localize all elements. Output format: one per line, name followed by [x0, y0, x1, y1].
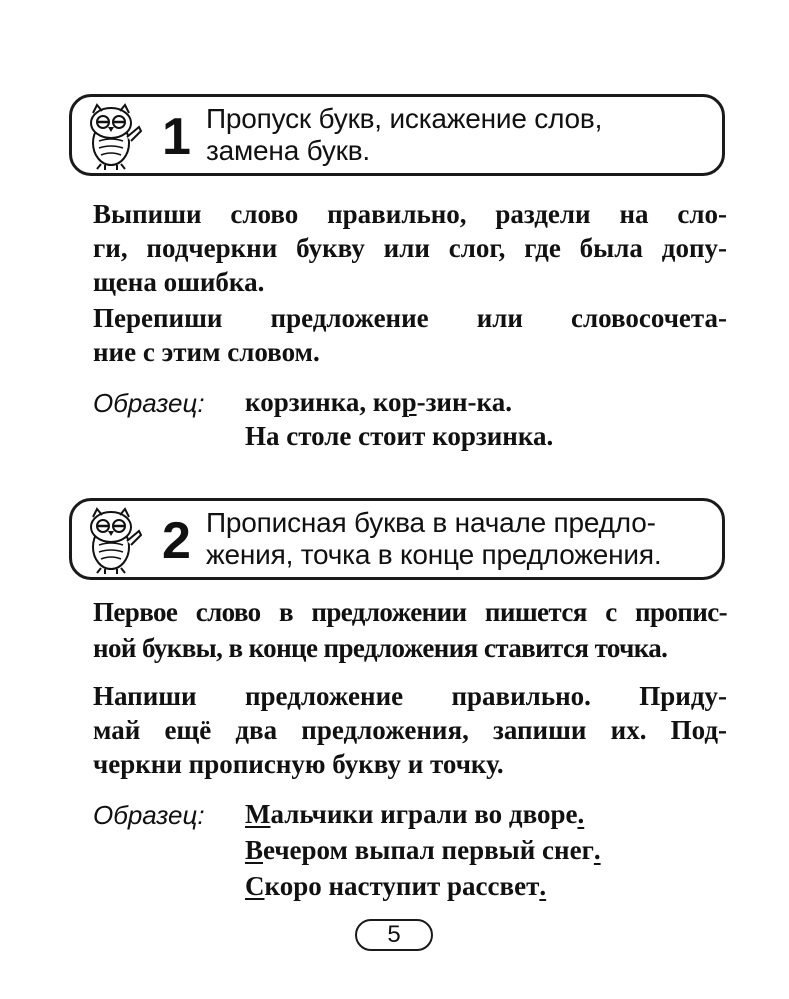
rule-1-box — [69, 94, 725, 176]
instruction-line: май ещё два предложения, запиши их. Под- — [93, 715, 727, 745]
instruction-line: черкни прописную букву и точку. — [93, 749, 504, 779]
capital-letter: В — [245, 835, 264, 865]
sample-line — [245, 420, 553, 452]
rule-title-line: жения, точка в конце предложения. — [206, 539, 662, 570]
owl-icon — [81, 101, 147, 171]
sample-text: альчики играли во дворе — [270, 799, 578, 829]
rule-explanation-line: ной буквы, в конце предложения ставится точка. — [93, 633, 668, 663]
sample-label: Образец: — [93, 800, 205, 830]
capital-letter: М — [245, 799, 271, 829]
sample-line — [245, 870, 546, 902]
capital-letter: С — [245, 871, 265, 901]
page-number: 5 — [355, 919, 433, 951]
rule-title-line: Пропуск букв, искажение слов, — [206, 103, 603, 134]
highlighted-letter: р — [460, 421, 476, 451]
rule-explanation-line: Первое слово в предложении пишется с пропис- — [93, 597, 727, 627]
sample-line — [245, 834, 601, 866]
sentence-period: . — [577, 799, 585, 829]
sample-text: ечером выпал первый снег — [263, 835, 594, 865]
instruction-line: Перепиши предложение или словосочета- — [93, 303, 727, 333]
sample-text: -зин-ка. — [416, 387, 512, 417]
rule-title — [206, 507, 712, 571]
sample-text: ко — [372, 387, 402, 417]
sample-text: ко — [245, 387, 274, 417]
instruction-line: щена ошибка. — [93, 267, 265, 297]
rule-title-line: Прописная буква в начале предло- — [206, 507, 656, 538]
sample-line — [245, 386, 512, 418]
sample-text: зинка, — [288, 387, 373, 417]
sample-line — [245, 798, 584, 830]
instruction-line: Напиши предложение правильно. Приду- — [93, 681, 727, 711]
sample-text: зинка. — [475, 421, 554, 451]
underlined-letter: р — [401, 387, 417, 417]
sentence-period: . — [593, 835, 601, 865]
rule-number: 2 — [162, 512, 191, 570]
owl-icon — [81, 505, 147, 575]
instruction-line: ги, подчеркни букву или слог, где была допу- — [93, 233, 727, 263]
sample-label: Образец: — [93, 388, 205, 418]
highlighted-letter: р — [273, 387, 289, 417]
instruction-line: Выпиши слово правильно, раздели на сло- — [93, 199, 727, 229]
sample-text: коро наступит рассвет — [264, 871, 540, 901]
sentence-period: . — [539, 871, 547, 901]
rule-title-line: замена букв. — [206, 135, 370, 166]
rule-number: 1 — [162, 108, 191, 166]
instruction-line: ние с этим словом. — [93, 337, 320, 367]
rule-title — [206, 103, 712, 167]
sample-text: На столе стоит ко — [245, 421, 461, 451]
rule-2-box — [69, 498, 725, 580]
